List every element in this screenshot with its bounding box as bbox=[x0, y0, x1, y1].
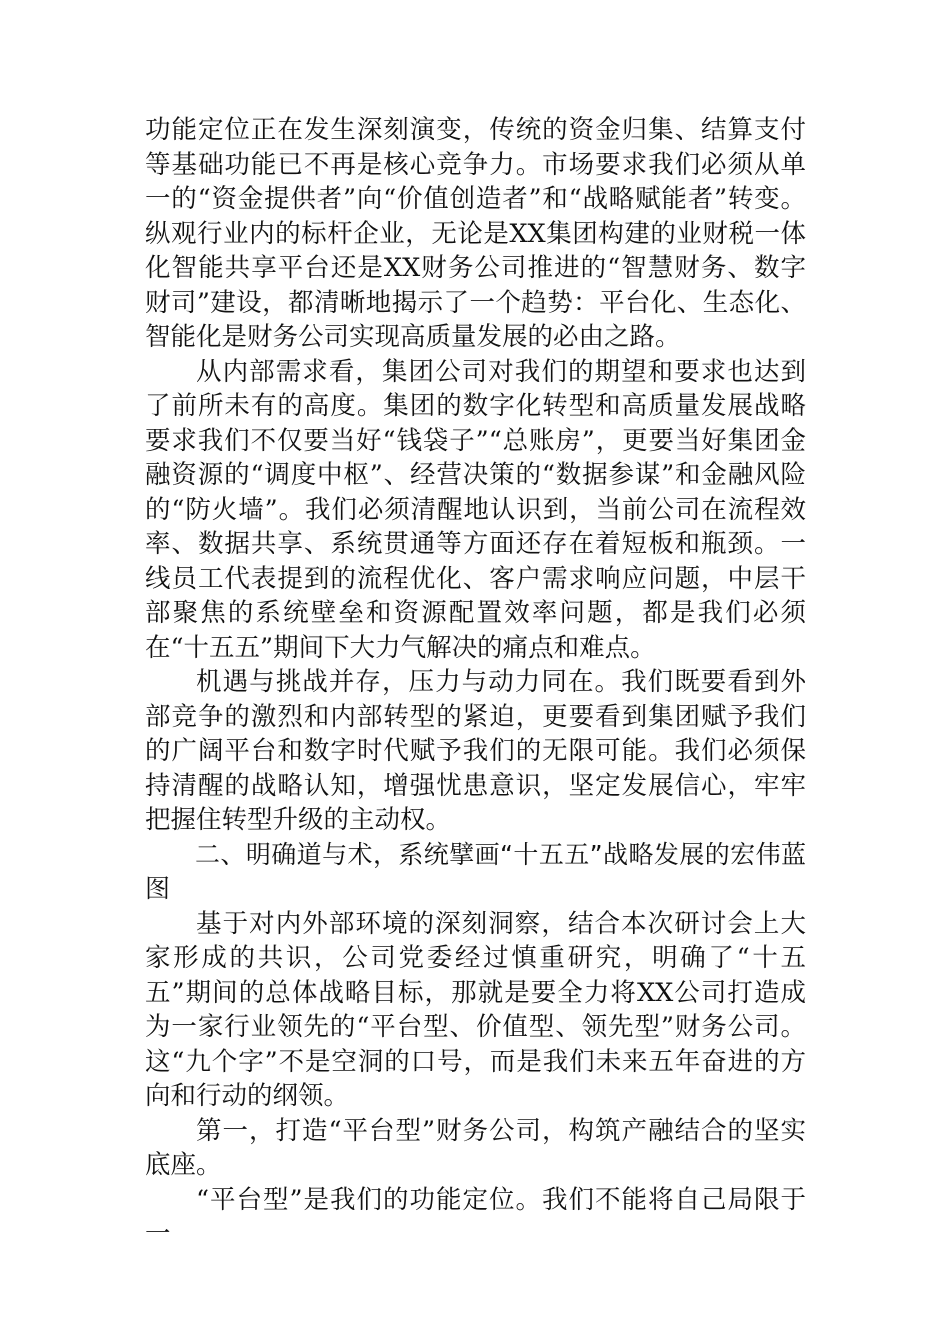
paragraph-6: “平台型”是我们的功能定位。我们不能将自己局限于一 bbox=[145, 1184, 806, 1249]
section-heading: 二、明确道与术，系统擘画“十五五”战略发展的宏伟蓝图 bbox=[145, 839, 806, 903]
paragraph-2: 从内部需求看，集团公司对我们的期望和要求也达到了前所未有的高度。集团的数字化转型和高质量发展战略要求我们不仅要当好“钱袋子”“总账房”，更要当好集团金融资源的“调度中枢”、经营决策的“数据参谋”和金融风险的“防火墙”。我们必须清醒地认识到，当前公司在流程效率、数据共享、系统贯通等方面还存在着短板和瓶颈。一线员工代表提到的流程优化、客户需求响应问题，中层干部聚焦的系统壁垒和资源配置效率问题，都是我们必须在“十五五”期间下大力气解决的痛点和难点。 bbox=[145, 356, 806, 663]
paragraph-5: 第一，打造“平台型”财务公司，构筑产融结合的坚实底座。 bbox=[145, 1115, 806, 1180]
paragraph-1: 功能定位正在发生深刻演变，传统的资金归集、结算支付等基础功能已不再是核心竞争力。市场要求我们必须从单一的“资金提供者”向“价值创造者”和“战略赋能者”转变。纵观行业内的标杆企业，无论是XX集团构建的业财税一体化智能共享平台还是XX财务公司推进的“智慧财务、数字财司”建设，都清晰地揭示了一个趋势：平台化、生态化、智能化是财务公司实现高质量发展的必由之路。 bbox=[145, 115, 806, 352]
paragraph-3: 机遇与挑战并存，压力与动力同在。我们既要看到外部竞争的激烈和内部转型的紧迫，更要看到集团赋予我们的广阔平台和数字时代赋予我们的无限可能。我们必须保持清醒的战略认知，增强忧患意识，坚定发展信心，牢牢把握住转型升级的主动权。 bbox=[145, 667, 806, 835]
paragraph-4: 基于对内外部环境的深刻洞察，结合本次研讨会上大家形成的共识，公司党委经过慎重研究，明确了“十五五”期间的总体战略目标，那就是要全力将XX公司打造成为一家行业领先的“平台型、价值型、领先型”财务公司。这“九个字”不是空洞的口号，而是我们未来五年奋进的方向和行动的纲领。 bbox=[145, 908, 806, 1111]
document-page bbox=[145, 113, 806, 1252]
